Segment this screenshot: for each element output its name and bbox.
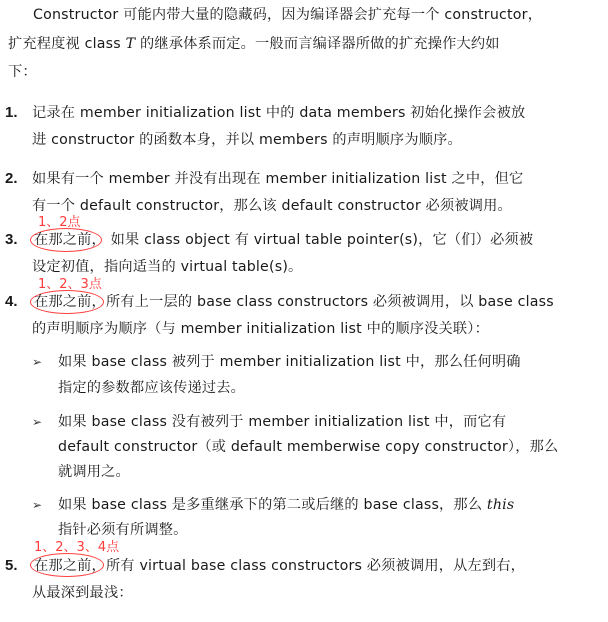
intro-line-2-b: 的继承体系而定。一般而言编译器所做的扩充操作大约如 xyxy=(135,36,500,52)
item-4-line-1-text: 所有上一层的 base class constructors 必须被调用，以 base class xyxy=(105,294,554,310)
subitem-1-line-2: 指定的参数都应该传递过去。 xyxy=(58,380,246,396)
item-5-line-2: 从最深到最浅： xyxy=(32,585,133,601)
item-3-lead: 在那之前， xyxy=(34,232,106,248)
annotation-item-3: 1、2点 xyxy=(38,215,81,230)
item-number-2: 2. xyxy=(5,170,18,187)
item-number-5: 5. xyxy=(5,557,18,574)
item-3-line-2: 设定初值，指向适当的 virtual table(s)。 xyxy=(32,259,303,275)
subitem-3-marker: ➢ xyxy=(32,498,43,512)
item-2-line-2: 有一个 default constructor，那么该 default constructor 必须被调用。 xyxy=(32,198,512,214)
subitem-2-marker: ➢ xyxy=(32,415,43,429)
item-number-3: 3. xyxy=(5,231,18,248)
subitem-3-line-1-a: 如果 base class 是多重继承下的第二或后继的 base class，那么 xyxy=(58,497,487,513)
intro-line-2 xyxy=(8,34,500,54)
intro-line-3: 下： xyxy=(8,64,37,80)
annotation-item-5: 1、2、3、4点 xyxy=(34,540,120,555)
item-5-line-1 xyxy=(34,556,525,576)
item-number-4: 4. xyxy=(5,293,18,310)
subitem-3-line-1 xyxy=(58,495,514,515)
subitem-2-line-1: 如果 base class 没有被列于 member initialization list 中，而它有 xyxy=(58,414,507,430)
item-3-line-1 xyxy=(34,230,533,250)
subitem-3-this: this xyxy=(486,497,515,513)
item-1-line-2: 进 constructor 的函数本身，并以 members 的声明顺序为顺序。 xyxy=(32,132,462,148)
subitem-1-line-1: 如果 base class 被列于 member initialization list 中，那么任何明确 xyxy=(58,354,521,370)
item-2-line-1: 如果有一个 member 并没有出现在 member initialization list 之中，但它 xyxy=(32,171,524,187)
item-4-line-1 xyxy=(34,292,554,312)
intro-line-2-a: 扩充程度视 class xyxy=(8,36,126,52)
item-5-lead: 在那之前， xyxy=(34,558,106,574)
intro-line-1: Constructor 可能内带大量的隐藏码，因为编译器会扩充每一个 constructor， xyxy=(33,7,543,23)
subitem-2-line-2: default constructor（或 default memberwise copy constructor），那么 xyxy=(58,439,559,455)
item-4-line-2: 的声明顺序为顺序（与 member initialization list 中的顺序没关联）： xyxy=(32,321,489,337)
intro-class-t: T xyxy=(125,36,136,52)
item-3-line-1-text: 如果 class object 有 virtual table pointer(s)，它（们）必须被 xyxy=(110,232,534,248)
subitem-2-line-3: 就调用之。 xyxy=(58,464,130,480)
subitem-1-marker: ➢ xyxy=(32,355,43,369)
item-5-line-1-text: 所有 virtual base class constructors 必须被调用，从左到右， xyxy=(105,558,526,574)
item-1-line-1: 记录在 member initialization list 中的 data members 初始化操作会被放 xyxy=(32,105,526,121)
item-number-1: 1. xyxy=(5,104,18,121)
item-4-lead: 在那之前， xyxy=(34,294,106,310)
subitem-3-line-2: 指针必须有所调整。 xyxy=(58,522,188,538)
annotation-item-4: 1、2、3点 xyxy=(38,277,102,292)
